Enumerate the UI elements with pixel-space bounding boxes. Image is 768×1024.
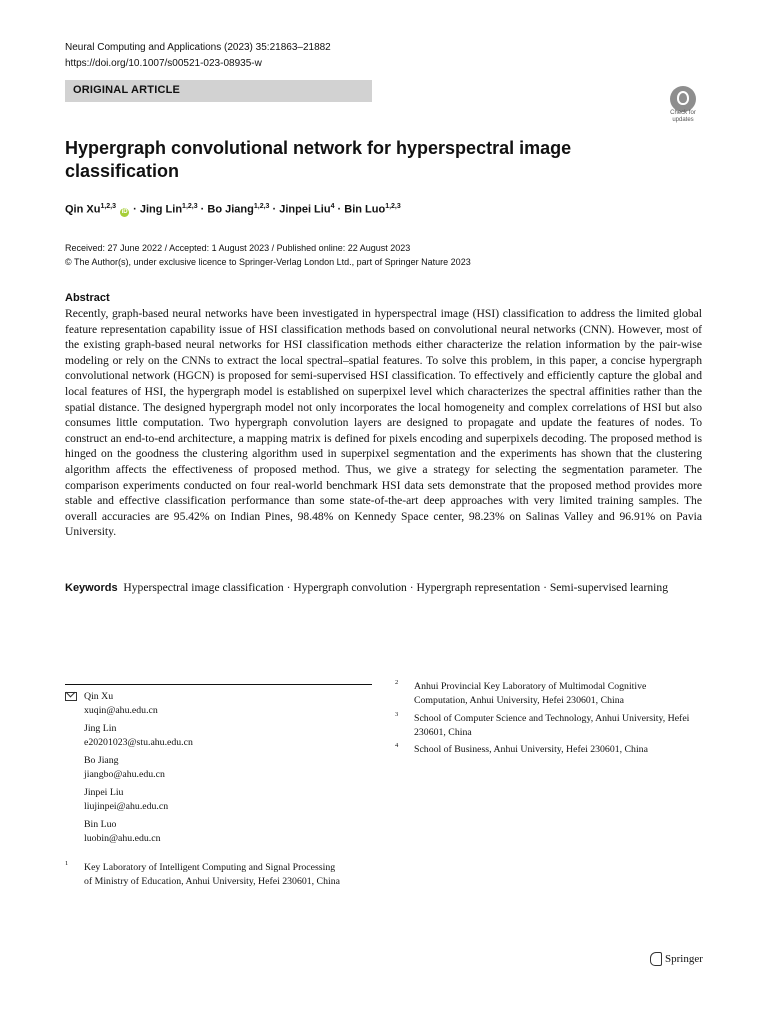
contact-email[interactable]: e20201023@stu.ahu.edu.cn xyxy=(84,736,193,748)
article-type-banner xyxy=(65,80,372,102)
contact-entry xyxy=(65,818,193,845)
affiliation-1 xyxy=(65,861,345,888)
keywords xyxy=(65,580,702,596)
author-affiliation: 1,2,3 xyxy=(100,203,117,210)
check-for-updates-badge[interactable] xyxy=(664,86,702,124)
journal-citation: Neural Computing and Applications (2023) 35:21863–21882 xyxy=(65,42,331,53)
author-affiliation: 1,2,3 xyxy=(385,203,401,210)
contact-email[interactable]: xuqin@ahu.edu.cn xyxy=(84,704,158,716)
contact-name: Qin Xu xyxy=(84,691,114,702)
author-affiliation: 4 xyxy=(330,203,335,210)
keywords-list: Hyperspectral image classification · Hypergraph convolution · Hypergraph representation · Semi-supervised learning xyxy=(123,581,668,594)
affiliation-text: School of Computer Science and Technology, Anhui University, Hefei 230601, China xyxy=(414,713,690,738)
orcid-icon[interactable]: iD xyxy=(121,208,128,215)
author-name[interactable]: Bin Luo xyxy=(344,203,386,216)
publisher-logo xyxy=(650,952,703,966)
author-name[interactable]: Qin Xu xyxy=(65,203,101,216)
affiliation-number: 4 xyxy=(395,742,399,749)
affiliation-number: 2 xyxy=(395,679,399,686)
contact-list xyxy=(65,690,193,850)
affiliation-text: Anhui Provincial Key Laboratory of Multimodal Cognitive Computation, Anhui University, Hefei 230601, China xyxy=(414,681,647,706)
abstract-heading: Abstract xyxy=(65,292,110,304)
article-type-label: ORIGINAL ARTICLE xyxy=(73,84,181,96)
author-list: Qin Xu$^{1,2,3}$ iD · Jing Lin$^{1,2,3}$ · Bo Jiang$^{1,2,3}$ · Jinpei Liu$^4$ · Bin Luo$^{1,2,3}$ xyxy=(65,203,401,216)
mail-icon xyxy=(65,692,77,701)
affiliation-2 xyxy=(395,680,695,707)
contact-email[interactable]: jiangbo@ahu.edu.cn xyxy=(84,768,165,780)
abstract-text: Recently, graph-based neural networks have been investigated in hyperspectral image (HSI) classification to address the limited global feature representation capability issue of HSI classification methods based on convolutional neural networks (CNN). However, most of the existing graph-based neural networks for HSI classification methods either characterize the relation information by the pair-wise modeling or rely on the CNNs to extract the local spectral–spatial features. To solve this problem, in this paper, a concise hypergraph convolutional network (HGCN) is proposed for semi-supervised HSI classification. To effectively and efficiently capture the global and local features of HSI, the hypergraph model is established on superpixel level which characterizes the spectral affinities rather than the spatial distance. The designed hypergraph model not only incorporates the local homogeneity and complex correlations of HSI but also consumes little computation. Two hypergraph convolution layers are designed to propagate and update the features of nodes. To construct an end-to-end architecture, a mapping matrix is defined for pixels encoding and superpixels decoding. The proposed method is hinged on the goodness the clustering algorithm used in superpixel segmentation and the experiments has shown that the clustering algorithm affects the effectiveness of proposed method. Thus, we give a strategy for selecting the segmentation parameter. The comparison experiments conducted on four real-world benchmark HSI data sets demonstrate that the proposed method provides more stable and effective classification performance than some state-of-the-art deep approaches with very limited training samples. The overall accuracies are 95.42% on Indian Pines, 98.48% on Kennedy Space center, 98.23% on Salinas Valley and 96.91% on Pavia University. xyxy=(65,307,702,539)
affiliation-text: School of Business, Anhui University, Hefei 230601, China xyxy=(414,744,648,755)
paper-title: Hypergraph convolutional network for hyperspectral image classification xyxy=(65,138,572,181)
contact-name: Bo Jiang xyxy=(84,755,119,766)
check-updates-icon xyxy=(670,86,696,112)
contact-email[interactable]: luobin@ahu.edu.cn xyxy=(84,832,161,844)
contact-name: Bin Luo xyxy=(84,819,117,830)
copyright-notice: © The Author(s), under exclusive licence to Springer-Verlag London Ltd., part of Springer Nature 2023 xyxy=(65,257,471,267)
check-updates-label: Check for updates xyxy=(670,110,696,123)
contact-email[interactable]: liujinpei@ahu.edu.cn xyxy=(84,800,169,812)
author-name[interactable]: Jinpei Liu xyxy=(279,203,331,216)
publisher-name: Springer xyxy=(665,953,703,965)
publication-dates xyxy=(65,241,471,269)
affiliation-number: 3 xyxy=(395,711,399,718)
author-affiliation: 1,2,3 xyxy=(182,203,198,210)
doi-link[interactable]: https://doi.org/10.1007/s00521-023-08935-w xyxy=(65,58,262,69)
history-dates: Received: 27 June 2022 / Accepted: 1 August 2023 / Published online: 22 August 2023 xyxy=(65,243,411,253)
keywords-label: Keywords xyxy=(65,582,118,594)
contact-name: Jinpei Liu xyxy=(84,787,124,798)
footnote-divider xyxy=(65,684,372,685)
author-affiliation: 1,2,3 xyxy=(253,203,270,210)
affiliation-number: 1 xyxy=(65,860,69,867)
journal-info xyxy=(65,40,331,72)
affiliation-4 xyxy=(395,743,715,757)
contact-entry xyxy=(65,754,193,781)
springer-horse-icon xyxy=(650,952,662,966)
author-name[interactable]: Bo Jiang xyxy=(207,203,254,216)
author-name[interactable]: Jing Lin xyxy=(139,203,183,216)
affiliation-text: Key Laboratory of Intelligent Computing and Signal Processing of Ministry of Education, Anhui University, Hefei 230601, China xyxy=(84,862,340,887)
contact-entry xyxy=(65,690,193,717)
contact-name: Jing Lin xyxy=(84,723,117,734)
contact-entry xyxy=(65,722,193,749)
contact-entry xyxy=(65,786,193,813)
affiliation-3 xyxy=(395,712,695,739)
